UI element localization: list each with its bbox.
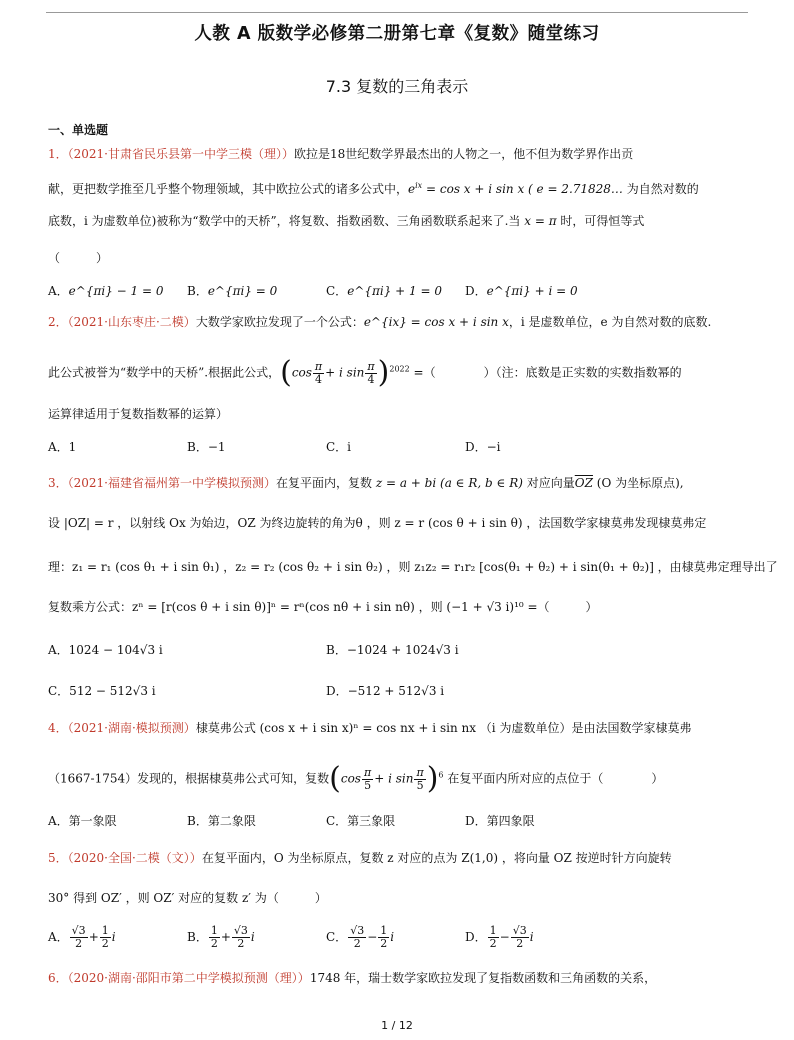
question-6-source: 6．（2020·湖南·邵阳市第二中学模拟预测（理）） — [48, 971, 310, 985]
question-3-line-3: 理：z₁ = r₁ (cos θ₁ + i sin θ₁) ，z₂ = r₂ (cos θ₂ + i sin θ₂) ，则 z₁z₂ = r₁r₂ [cos(θ₁ + θ₂) + i sin(θ₁ + θ₂)] ，由棣莫弗定理导出了 — [48, 560, 778, 574]
page-number: 1 / 12 — [381, 1019, 413, 1032]
q5-option-a[interactable]: A． $\frac{√3}{2}$ + $\frac{1}{2}$ i — [48, 924, 116, 950]
question-2-line-3: 运算律适用于复数指数幂的运算） — [48, 407, 229, 421]
question-4-line-2: （1667-1754）发现的，根据棣莫弗公式可知，复数(cos $\frac{\pi}{5}$ + i sin $\frac{\pi}{5}$ )$^6$ 在复平面内所对应的点位于（ ） — [48, 761, 664, 796]
q1-option-c[interactable]: C．e^{πi} + 1 = 0 — [326, 284, 442, 298]
question-1-line-1: 1．（2021·甘肃省民乐县第一中学三模（理））欧拉是18世纪数学界最杰出的人物之一，他不但为数学界作出贡 — [48, 147, 634, 161]
q5-option-c[interactable]: C． $\frac{√3}{2}$ − $\frac{1}{2}$ i — [326, 924, 395, 950]
question-1-source: 1．（2021·甘肃省民乐县第一中学三模（理）） — [48, 147, 294, 161]
q3-option-b[interactable]: B．−1024 + 1024√3 i — [326, 643, 459, 657]
q3-option-a[interactable]: A．1024 − 104√3 i — [48, 643, 163, 657]
question-6-line-1: 6．（2020·湖南·邵阳市第二中学模拟预测（理））1748 年，瑞士数学家欧拉发现了复指数函数和三角函数的关系， — [48, 971, 657, 985]
question-1-line-3: 底数，i 为虚数单位)被称为“数学中的天桥”，将复数、指数函数、三角函数联系起来了.当 x = π 时，可得恒等式 — [48, 214, 645, 228]
q4-option-a[interactable]: A．第一象限 — [48, 814, 117, 828]
question-4-source: 4．（2021·湖南·模拟预测） — [48, 721, 196, 735]
question-5-line-1: 5．（2020·全国·二模（文））在复平面内，O 为坐标原点，复数 z 对应的点为 Z(1,0) ，将向量 OZ 按逆时针方向旋转 — [48, 851, 672, 865]
section-heading: 一、单选题 — [48, 123, 109, 137]
q2-option-b[interactable]: B．−1 — [187, 440, 226, 454]
document-title: 人教 A 版数学必修第二册第七章《复数》随堂练习 — [194, 24, 600, 44]
q3-option-d[interactable]: D．−512 + 512√3 i — [326, 684, 445, 698]
question-4-line-1: 4．（2021·湖南·模拟预测）棣莫弗公式 (cos x + i sin x)ⁿ = cos nx + i sin nx （i 为虚数单位）是由法国数学家棣莫弗 — [48, 721, 692, 735]
q1-option-d[interactable]: D．e^{πi} + i = 0 — [465, 284, 578, 298]
q5-option-b[interactable]: B． $\frac{1}{2}$ + $\frac{√3}{2}$ i — [187, 924, 255, 950]
q4-option-c[interactable]: C．第三象限 — [326, 814, 396, 828]
q4-option-b[interactable]: B．第二象限 — [187, 814, 256, 828]
question-1-line-4: （ ） — [48, 251, 109, 265]
q3-option-c[interactable]: C．512 − 512√3 i — [48, 684, 156, 698]
section-subtitle: 7.3 复数的三角表示 — [325, 77, 469, 96]
question-5-line-2: 30° 得到 OZ′ ，则 OZ′ 对应的复数 z′ 为（ ） — [48, 891, 327, 905]
q4-option-d[interactable]: D．第四象限 — [465, 814, 535, 828]
question-1-line-2: 献，更把数学推至几乎整个物理领域，其中欧拉公式的诸多公式中，$e^{ix} = \cos x + i$ sin x ( e = 2.71828… 为自然对数的 — [48, 181, 699, 196]
question-3-line-1: 3．（2021·福建省福州第一中学模拟预测）在复平面内，复数 z = a + bi (a ∈ R, b ∈ R) 对应向量$\overline{OZ}$ (O 为坐标原点), — [48, 476, 684, 490]
question-3-line-4: 复数乘方公式：zⁿ = [r(cos θ + i sin θ)]ⁿ = rⁿ(cos nθ + i sin nθ) ，则 (−1 + √3 i)¹⁰ =（ ） — [48, 600, 598, 614]
question-3-source: 3．（2021·福建省福州第一中学模拟预测） — [48, 476, 276, 490]
q5-option-d[interactable]: D． $\frac{1}{2}$ − $\frac{√3}{2}$ i — [465, 924, 534, 950]
header-rule — [46, 12, 748, 13]
question-2-source: 2．（2021·山东枣庄·二模） — [48, 315, 196, 329]
q2-option-a[interactable]: A．1 — [48, 440, 77, 454]
q1-option-b[interactable]: B．e^{πi} = 0 — [187, 284, 278, 298]
question-5-source: 5．（2020·全国·二模（文）） — [48, 851, 202, 865]
q2-option-c[interactable]: C．i — [326, 440, 352, 454]
q1-option-a[interactable]: A．e^{πi} − 1 = 0 — [48, 284, 164, 298]
q2-option-d[interactable]: D．−i — [465, 440, 501, 454]
question-2-line-1: 2．（2021·山东枣庄·二模）大数学家欧拉发现了一个公式：e^{ix} = cos x + i sin x，i 是虚数单位，e 为自然对数的底数. — [48, 315, 712, 329]
question-2-line-2: 此公式被誉为“数学中的天桥”.根据此公式，(cos $\frac{\pi}{4}$ + i sin $\frac{\pi}{4}$ )$^{2022}$ =（ ）（注：底数是正实数的实数指数幂的 — [48, 355, 682, 390]
question-3-line-2: 设 |OZ| = r ，以射线 Ox 为始边，OZ 为终边旋转的角为θ ，则 z = r (cos θ + i sin θ) ，法国数学家棣莫弗发现棣莫弗定 — [48, 516, 707, 530]
